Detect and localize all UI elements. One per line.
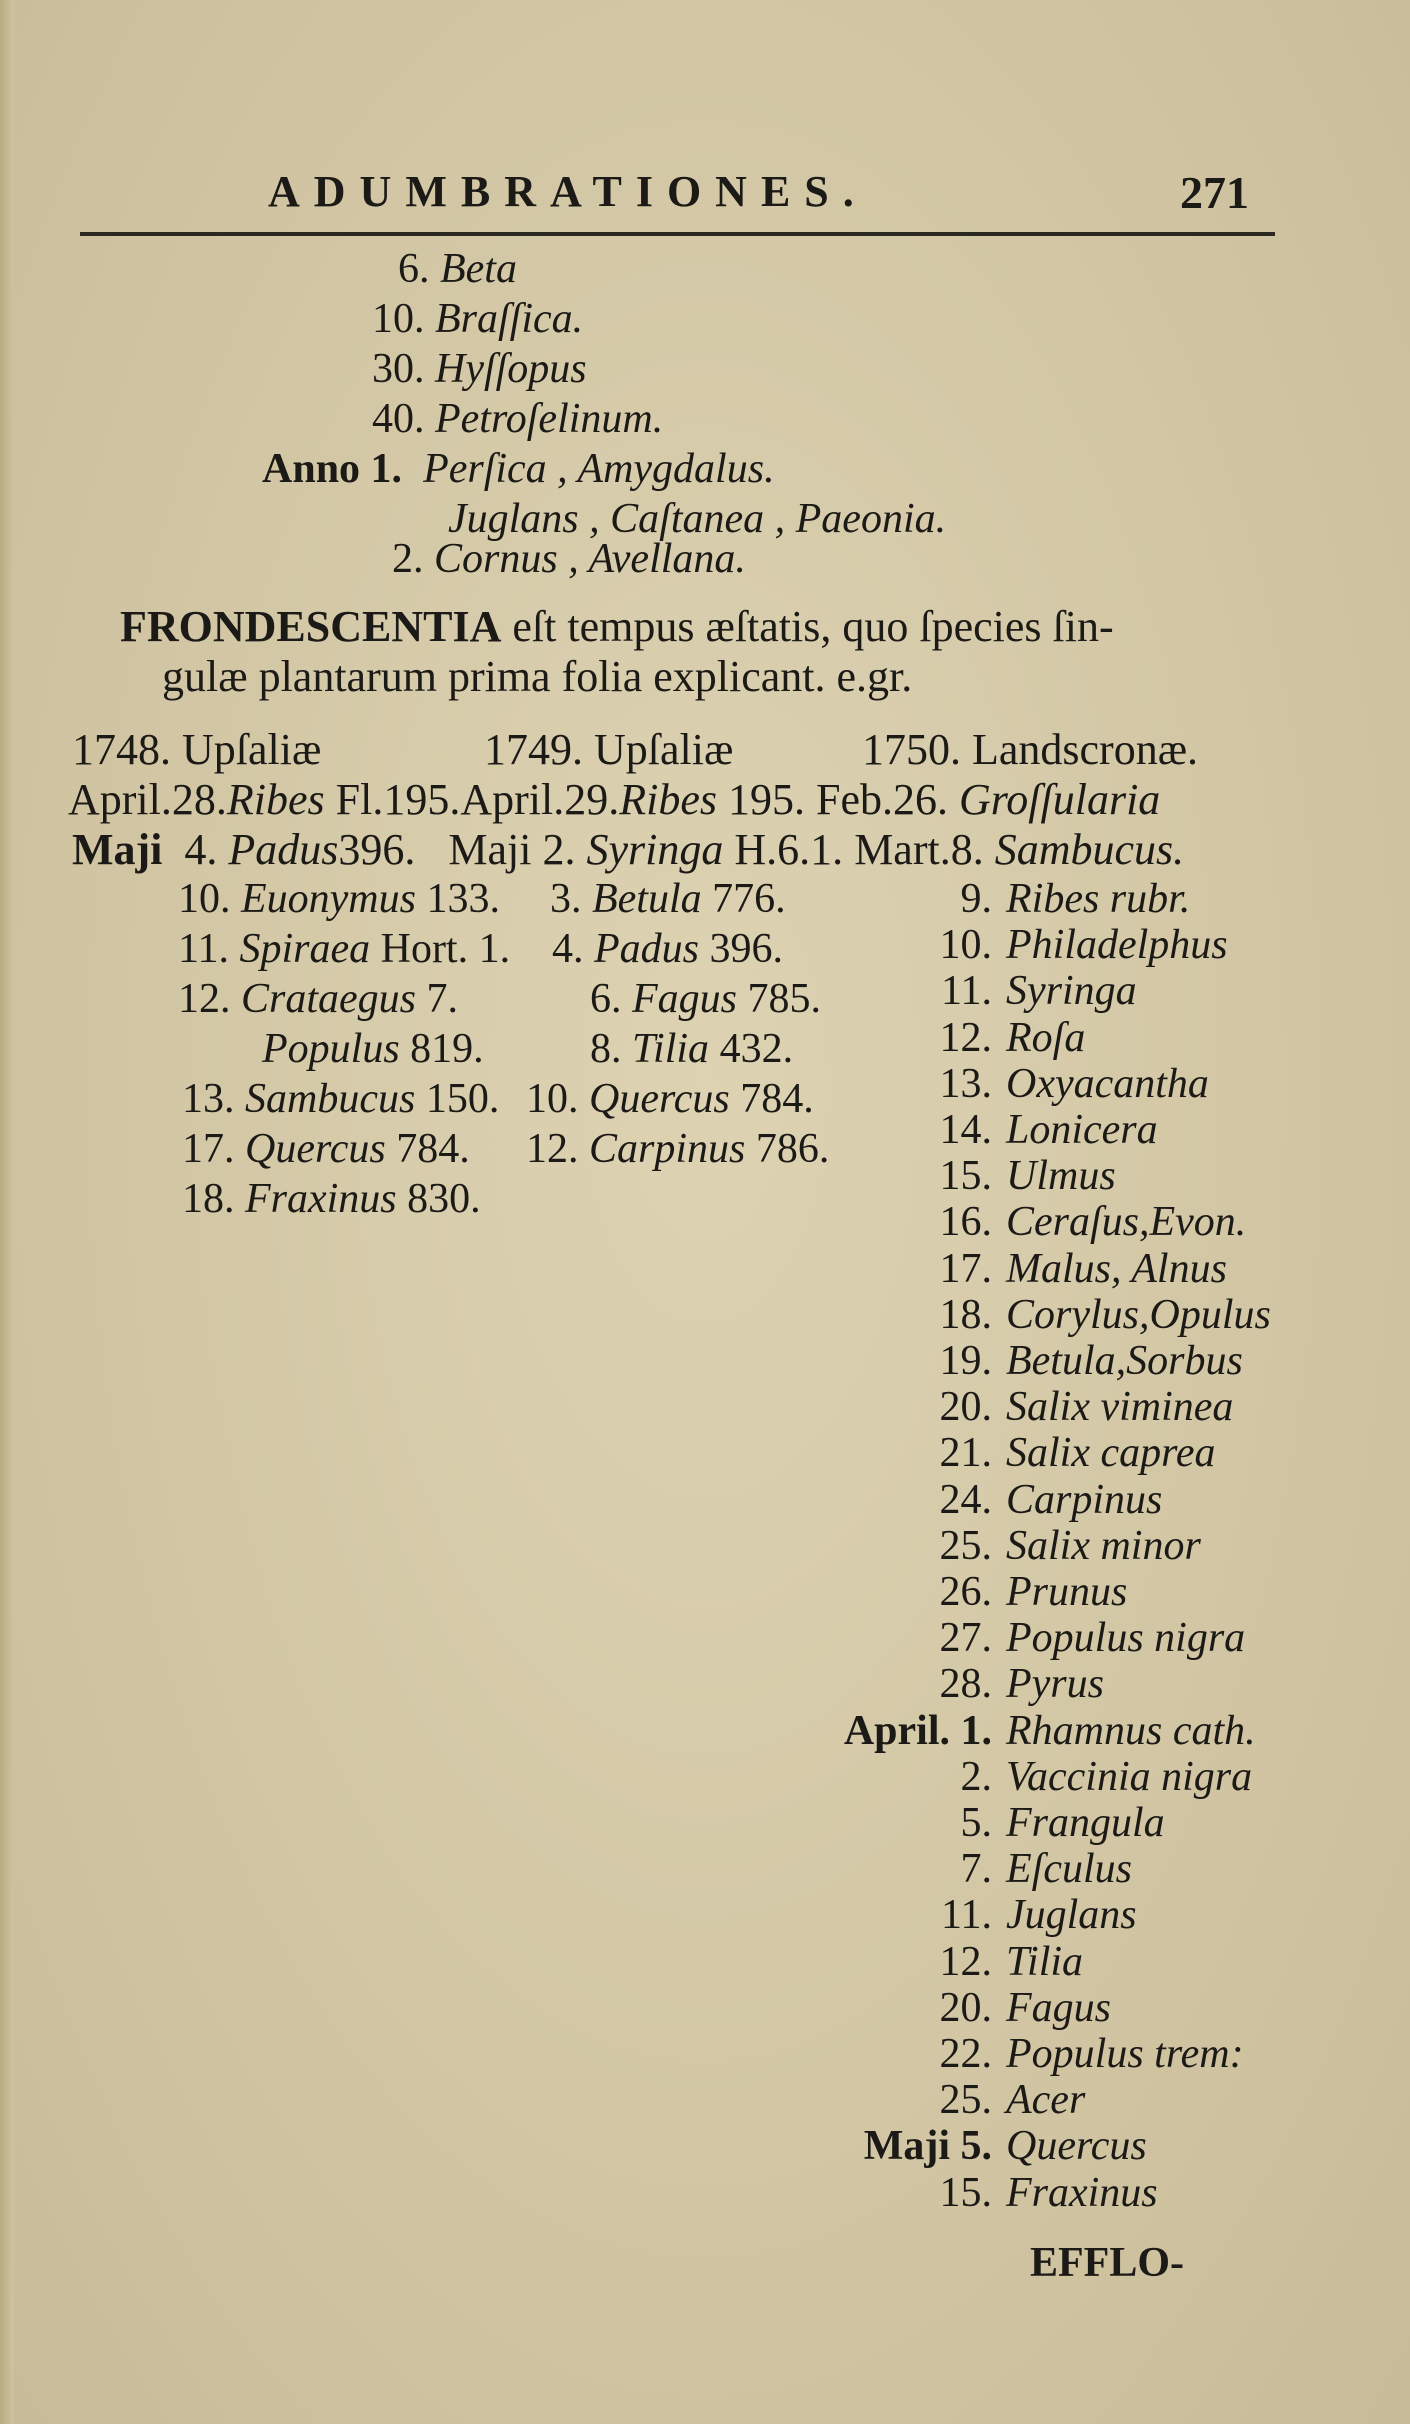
page-number: 271 — [1180, 167, 1249, 218]
list-item: 13. Sambucus 150. — [182, 1076, 500, 1122]
list-item: 8. Tilia 432. — [590, 1026, 794, 1072]
list-item-num: 20. — [939, 1384, 992, 1430]
list-item: 3. Betula 776. — [550, 876, 786, 922]
list-item-num: 21. — [939, 1430, 992, 1476]
list-item-name: Ribes rubr. — [1006, 876, 1191, 922]
list-item-num: 19. — [939, 1338, 992, 1384]
list-item-name: Ulmus — [1006, 1153, 1116, 1199]
page-edge — [0, 0, 14, 2424]
list-item-name: Juglans — [1006, 1892, 1137, 1938]
list-item: 10. Quercus 784. — [526, 1076, 814, 1122]
list-item-num: 5. — [960, 1800, 992, 1846]
list-item-num: 25. — [939, 2077, 992, 2123]
list-item: 12. Carpinus 786. — [526, 1126, 830, 1172]
column-head-1750: 1750. Landscronæ. — [862, 725, 1199, 774]
list-item-name: Carpinus — [1006, 1477, 1163, 1523]
list-item-name: Vaccinia nigra — [1006, 1754, 1253, 1800]
anno-2-line: 2. Cornus , Avellana. — [392, 536, 746, 582]
list-item-name: Betula,Sorbus — [1006, 1338, 1243, 1384]
list-item-name: Tilia — [1006, 1939, 1084, 1985]
list-item-num: 12. — [939, 1015, 992, 1061]
catchword: EFFLO- — [1030, 2240, 1184, 2286]
list-item-num: 24. — [939, 1477, 992, 1523]
list-item-num: 17. — [939, 1246, 992, 1292]
list-item-num: 26. — [939, 1569, 992, 1615]
list-item-name: Lonicera — [1006, 1107, 1158, 1153]
list-item-num: April. 1. — [843, 1708, 992, 1754]
list-item: 10. Braſſica. — [372, 296, 584, 342]
list-item-name: Corylus,Opulus — [1006, 1292, 1271, 1338]
anno-line: Anno 1. Perſica , Amygdalus. — [262, 446, 775, 492]
list-item-name: Populus nigra — [1006, 1615, 1246, 1661]
column-head-1749: 1749. Upſaliæ — [484, 725, 734, 774]
header-rule — [80, 232, 1275, 236]
row-maji: Maji 4. Padus396. Maji 2. Syringa H.6.1. Mart.8. Sambucus. — [72, 825, 1185, 874]
list-item-name: Populus trem: — [1006, 2031, 1244, 2077]
list-item-num: 28. — [939, 1661, 992, 1707]
list-item-num: 20. — [939, 1985, 992, 2031]
row-april: April.28.Ribes Fl.195.April.29.Ribes 195. Feb.26. Groſſularia — [68, 775, 1161, 824]
list-item-name: Eſculus — [1006, 1846, 1132, 1892]
list-item-name: Frangula — [1006, 1800, 1165, 1846]
list-item-name: Oxyacantha — [1006, 1061, 1209, 1107]
list-item-name: Philadelphus — [1006, 922, 1228, 968]
list-item-num: 11. — [941, 1892, 992, 1938]
list-item-name: Fagus — [1006, 1985, 1111, 2031]
list-item-name: Acer — [1006, 2077, 1086, 2123]
running-title: ADUMBRATIONES. — [268, 167, 868, 216]
list-item-name: Salix viminea — [1006, 1384, 1234, 1430]
list-item-name: Quercus — [1006, 2123, 1147, 2169]
list-item: 12. Crataegus 7. — [178, 976, 459, 1022]
list-item: Populus 819. — [262, 1026, 484, 1072]
list-item-num: 11. — [941, 968, 992, 1014]
list-item-num: 16. — [939, 1199, 992, 1245]
list-item-name: Pyrus — [1006, 1661, 1104, 1707]
list-item-name: Malus, Alnus — [1006, 1246, 1227, 1292]
list-item-name: Prunus — [1006, 1569, 1128, 1615]
list-item-num: 12. — [939, 1939, 992, 1985]
list-item-name: Salix caprea — [1006, 1430, 1216, 1476]
list-item: 40. Petroſelinum. — [372, 396, 664, 442]
list-item-num: 22. — [939, 2031, 992, 2077]
list-item-num: 15. — [939, 2170, 992, 2216]
list-item-num: 2. — [960, 1754, 992, 1800]
list-item-num: 27. — [939, 1615, 992, 1661]
list-item: 6. Fagus 785. — [590, 976, 821, 1022]
anno-line-2: Juglans , Caſtanea , Paeonia. — [448, 496, 947, 542]
definition-line-2: gulæ plantarum prima folia explicant. e.gr. — [162, 652, 913, 701]
list-item-num: 25. — [939, 1523, 992, 1569]
list-item-name: Ceraſus,Evon. — [1006, 1199, 1247, 1245]
list-item-num: 9. — [960, 876, 992, 922]
list-item: 4. Padus 396. — [552, 926, 783, 972]
column-head-1748: 1748. Upſaliæ — [72, 725, 322, 774]
list-item: 30. Hyſſopus — [372, 346, 587, 392]
list-item-name: Syringa — [1006, 968, 1137, 1014]
list-item-num: 7. — [960, 1846, 992, 1892]
list-item-num: 14. — [939, 1107, 992, 1153]
list-item: 17. Quercus 784. — [182, 1126, 470, 1172]
definition-line-1: FRONDESCENTIA eſt tempus æſtatis, quo ſpecies ſin- — [120, 602, 1114, 651]
list-item-name: Rhamnus cath. — [1006, 1708, 1256, 1754]
list-item-num: 18. — [939, 1292, 992, 1338]
list-item-name: Salix minor — [1006, 1523, 1201, 1569]
list-item: 18. Fraxinus 830. — [182, 1176, 481, 1222]
list-item-num: 13. — [939, 1061, 992, 1107]
list-item: 6. Beta — [398, 246, 517, 292]
list-item-num: 15. — [939, 1153, 992, 1199]
list-item-name: Fraxinus — [1006, 2170, 1158, 2216]
list-item-num: Maji 5. — [863, 2123, 992, 2169]
list-item: 11. Spiraea Hort. 1. — [178, 926, 511, 972]
list-item-num: 10. — [939, 922, 992, 968]
list-item: 10. Euonymus 133. — [178, 876, 500, 922]
list-item-name: Roſa — [1006, 1015, 1086, 1061]
